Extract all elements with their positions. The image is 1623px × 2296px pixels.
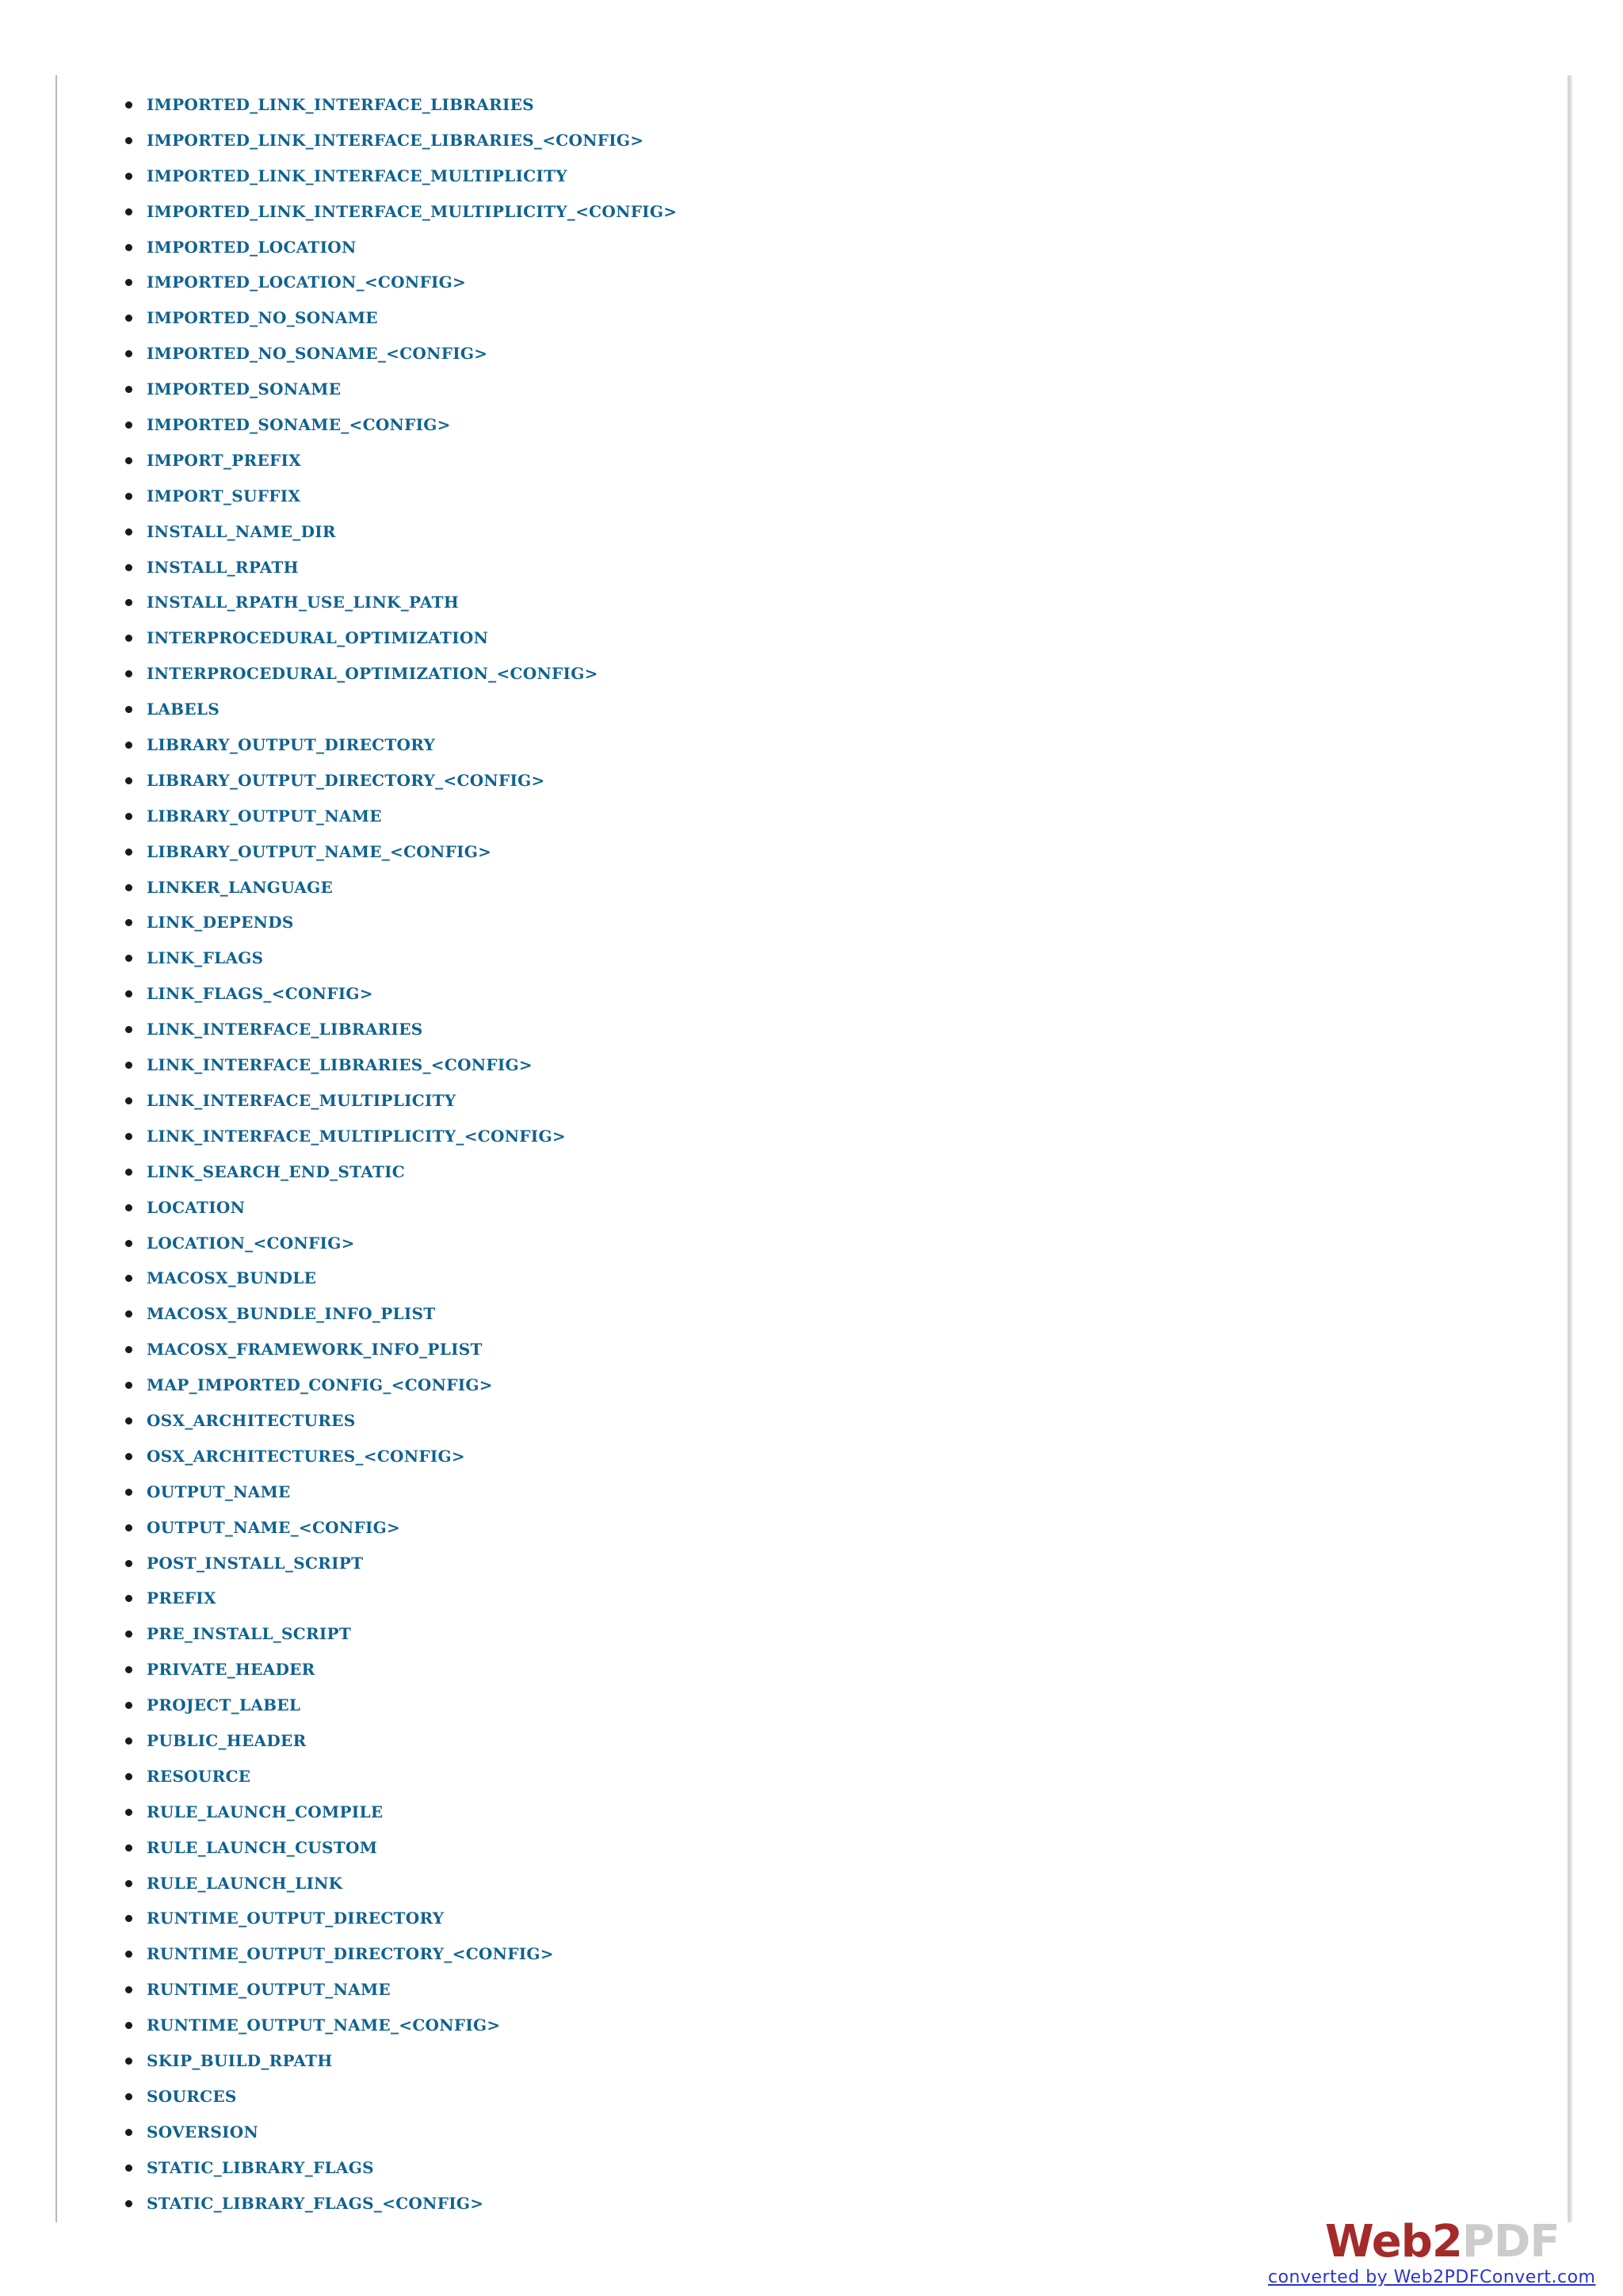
web2pdf-logo bbox=[1325, 2218, 1560, 2266]
property-link[interactable]: LINK_INTERFACE_MULTIPLICITY_<CONFIG> bbox=[147, 1126, 566, 1146]
list-item bbox=[119, 447, 677, 482]
list-item bbox=[119, 554, 677, 589]
list-item bbox=[119, 1158, 677, 1194]
page-border-left bbox=[55, 75, 57, 2222]
list-item bbox=[119, 1620, 677, 1656]
converted-by-link[interactable]: converted by Web2PDFConvert.com bbox=[1268, 2267, 1596, 2287]
property-link[interactable]: LIBRARY_OUTPUT_NAME bbox=[147, 806, 382, 826]
web2pdf-watermark bbox=[1268, 2216, 1596, 2290]
list-item bbox=[119, 696, 677, 731]
list-item bbox=[119, 1123, 677, 1158]
property-link[interactable]: LOCATION_<CONFIG> bbox=[147, 1233, 355, 1253]
property-link[interactable]: INSTALL_RPATH bbox=[147, 557, 299, 577]
list-item bbox=[119, 340, 677, 376]
property-link[interactable]: PRE_INSTALL_SCRIPT bbox=[147, 1624, 352, 1644]
property-link[interactable]: OUTPUT_NAME bbox=[147, 1482, 291, 1501]
list-item bbox=[119, 1976, 677, 2012]
list-item bbox=[119, 482, 677, 518]
page-border-right bbox=[1568, 75, 1571, 2222]
list-item bbox=[119, 2083, 677, 2119]
property-link[interactable]: IMPORTED_LINK_INTERFACE_MULTIPLICITY_<CONFIG> bbox=[147, 201, 678, 221]
list-item bbox=[119, 660, 677, 696]
property-link[interactable]: IMPORTED_SONAME bbox=[147, 379, 342, 399]
property-link[interactable]: LIBRARY_OUTPUT_NAME_<CONFIG> bbox=[147, 841, 492, 861]
property-link[interactable]: RUNTIME_OUTPUT_DIRECTORY_<CONFIG> bbox=[147, 1944, 554, 1964]
property-link[interactable]: LINK_INTERFACE_LIBRARIES bbox=[147, 1020, 423, 1039]
list-item bbox=[119, 1940, 677, 1976]
list-item bbox=[119, 234, 677, 269]
list-item bbox=[119, 2119, 677, 2154]
property-link[interactable]: INTERPROCEDURAL_OPTIMIZATION bbox=[147, 628, 489, 648]
list-item bbox=[119, 1727, 677, 1763]
property-link[interactable]: SKIP_BUILD_RPATH bbox=[147, 2050, 333, 2070]
property-link[interactable]: LIBRARY_OUTPUT_DIRECTORY bbox=[147, 735, 436, 755]
property-link[interactable]: LINK_DEPENDS bbox=[147, 913, 294, 933]
property-link[interactable]: LINK_FLAGS bbox=[147, 948, 264, 968]
property-link[interactable]: POST_INSTALL_SCRIPT bbox=[147, 1553, 364, 1573]
list-item bbox=[119, 731, 677, 767]
list-item bbox=[119, 411, 677, 447]
property-link[interactable]: MACOSX_BUNDLE_INFO_PLIST bbox=[147, 1304, 436, 1324]
property-link[interactable]: MACOSX_FRAMEWORK_INFO_PLIST bbox=[147, 1340, 483, 1360]
property-link[interactable]: IMPORTED_LINK_INTERFACE_MULTIPLICITY bbox=[147, 166, 567, 185]
property-link[interactable]: MAP_IMPORTED_CONFIG_<CONFIG> bbox=[147, 1375, 493, 1395]
list-item bbox=[119, 1478, 677, 1514]
property-link[interactable]: IMPORTED_NO_SONAME bbox=[147, 308, 378, 328]
list-item bbox=[119, 1264, 677, 1300]
property-link[interactable]: STATIC_LIBRARY_FLAGS_<CONFIG> bbox=[147, 2193, 484, 2213]
property-link[interactable]: OSX_ARCHITECTURES bbox=[147, 1410, 356, 1430]
list-item bbox=[119, 1585, 677, 1620]
list-item bbox=[119, 269, 677, 304]
property-link[interactable]: PROJECT_LABEL bbox=[147, 1695, 301, 1715]
property-link[interactable]: LINK_SEARCH_END_STATIC bbox=[147, 1161, 406, 1181]
list-item bbox=[119, 1656, 677, 1691]
property-link[interactable]: STATIC_LIBRARY_FLAGS bbox=[147, 2157, 374, 2177]
property-link[interactable]: IMPORTED_LINK_INTERFACE_LIBRARIES_<CONFIG> bbox=[147, 130, 644, 150]
property-link[interactable]: RUNTIME_OUTPUT_NAME_<CONFIG> bbox=[147, 2016, 501, 2035]
property-link[interactable]: LINK_INTERFACE_LIBRARIES_<CONFIG> bbox=[147, 1055, 533, 1075]
property-link[interactable]: OSX_ARCHITECTURES_<CONFIG> bbox=[147, 1446, 465, 1466]
property-link[interactable]: IMPORTED_LINK_INTERFACE_LIBRARIES bbox=[147, 95, 534, 114]
property-link[interactable]: RESOURCE bbox=[147, 1766, 251, 1786]
list-item bbox=[119, 1870, 677, 1905]
list-item bbox=[119, 1087, 677, 1123]
logo-text-pdf: PDF bbox=[1461, 2216, 1560, 2267]
logo-text-web2: Web2 bbox=[1325, 2216, 1462, 2267]
property-link[interactable]: LINKER_LANGUAGE bbox=[147, 877, 334, 897]
list-item bbox=[119, 2154, 677, 2190]
property-link[interactable]: RULE_LAUNCH_LINK bbox=[147, 1873, 343, 1893]
list-item bbox=[119, 2047, 677, 2083]
property-link[interactable]: LABELS bbox=[147, 700, 220, 719]
property-link[interactable]: RUNTIME_OUTPUT_NAME bbox=[147, 1980, 391, 2000]
list-item bbox=[119, 1336, 677, 1371]
list-item bbox=[119, 1905, 677, 1940]
list-item bbox=[119, 1763, 677, 1798]
property-link[interactable]: OUTPUT_NAME_<CONFIG> bbox=[147, 1517, 401, 1537]
list-item bbox=[119, 1051, 677, 1087]
list-item bbox=[119, 1230, 677, 1265]
property-link[interactable]: LINK_INTERFACE_MULTIPLICITY bbox=[147, 1090, 456, 1110]
property-link[interactable]: PREFIX bbox=[147, 1589, 216, 1608]
property-link[interactable]: INTERPROCEDURAL_OPTIMIZATION_<CONFIG> bbox=[147, 664, 598, 684]
property-link[interactable]: INSTALL_NAME_DIR bbox=[147, 521, 336, 541]
property-link[interactable]: IMPORT_SUFFIX bbox=[147, 486, 301, 505]
list-item bbox=[119, 874, 677, 910]
list-item bbox=[119, 1691, 677, 1727]
list-item bbox=[119, 1798, 677, 1834]
property-link[interactable]: LOCATION bbox=[147, 1197, 246, 1217]
list-item bbox=[119, 909, 677, 944]
list-item bbox=[119, 944, 677, 980]
property-link[interactable]: IMPORTED_SONAME_<CONFIG> bbox=[147, 415, 451, 435]
list-item bbox=[119, 838, 677, 874]
list-item bbox=[119, 1194, 677, 1230]
list-item bbox=[119, 803, 677, 838]
list-item bbox=[119, 91, 677, 127]
list-item bbox=[119, 1834, 677, 1870]
property-link[interactable]: SOURCES bbox=[147, 2086, 237, 2106]
property-link[interactable]: PUBLIC_HEADER bbox=[147, 1730, 307, 1750]
property-link[interactable]: INSTALL_RPATH_USE_LINK_PATH bbox=[147, 593, 460, 612]
property-link[interactable]: IMPORTED_NO_SONAME_<CONFIG> bbox=[147, 344, 488, 364]
list-item bbox=[119, 2190, 677, 2225]
list-item bbox=[119, 198, 677, 234]
list-item bbox=[119, 1016, 677, 1051]
list-item bbox=[119, 2012, 677, 2047]
list-item bbox=[119, 1550, 677, 1585]
property-link[interactable]: RULE_LAUNCH_COMPILE bbox=[147, 1802, 384, 1821]
list-item bbox=[119, 1300, 677, 1336]
list-item bbox=[119, 1443, 677, 1478]
list-item bbox=[119, 518, 677, 554]
list-item bbox=[119, 980, 677, 1016]
property-link[interactable]: LINK_FLAGS_<CONFIG> bbox=[147, 984, 373, 1004]
property-link[interactable]: RULE_LAUNCH_CUSTOM bbox=[147, 1837, 378, 1857]
list-item bbox=[119, 1371, 677, 1407]
property-link[interactable]: RUNTIME_OUTPUT_DIRECTORY bbox=[147, 1909, 445, 1928]
property-link[interactable]: PRIVATE_HEADER bbox=[147, 1660, 315, 1680]
list-item bbox=[119, 1407, 677, 1443]
property-link[interactable]: IMPORT_PREFIX bbox=[147, 450, 301, 470]
list-item bbox=[119, 162, 677, 198]
list-item bbox=[119, 589, 677, 624]
property-link[interactable]: IMPORTED_LOCATION_<CONFIG> bbox=[147, 273, 467, 292]
list-item bbox=[119, 304, 677, 340]
property-link[interactable]: MACOSX_BUNDLE bbox=[147, 1268, 317, 1288]
property-link[interactable]: IMPORTED_LOCATION bbox=[147, 237, 357, 257]
property-link[interactable]: LIBRARY_OUTPUT_DIRECTORY_<CONFIG> bbox=[147, 770, 545, 790]
list-item bbox=[119, 1514, 677, 1550]
list-item bbox=[119, 127, 677, 162]
property-link[interactable]: SOVERSION bbox=[147, 2122, 259, 2142]
list-item bbox=[119, 624, 677, 660]
list-item bbox=[119, 767, 677, 803]
list-item bbox=[119, 376, 677, 411]
property-list bbox=[119, 91, 677, 2225]
